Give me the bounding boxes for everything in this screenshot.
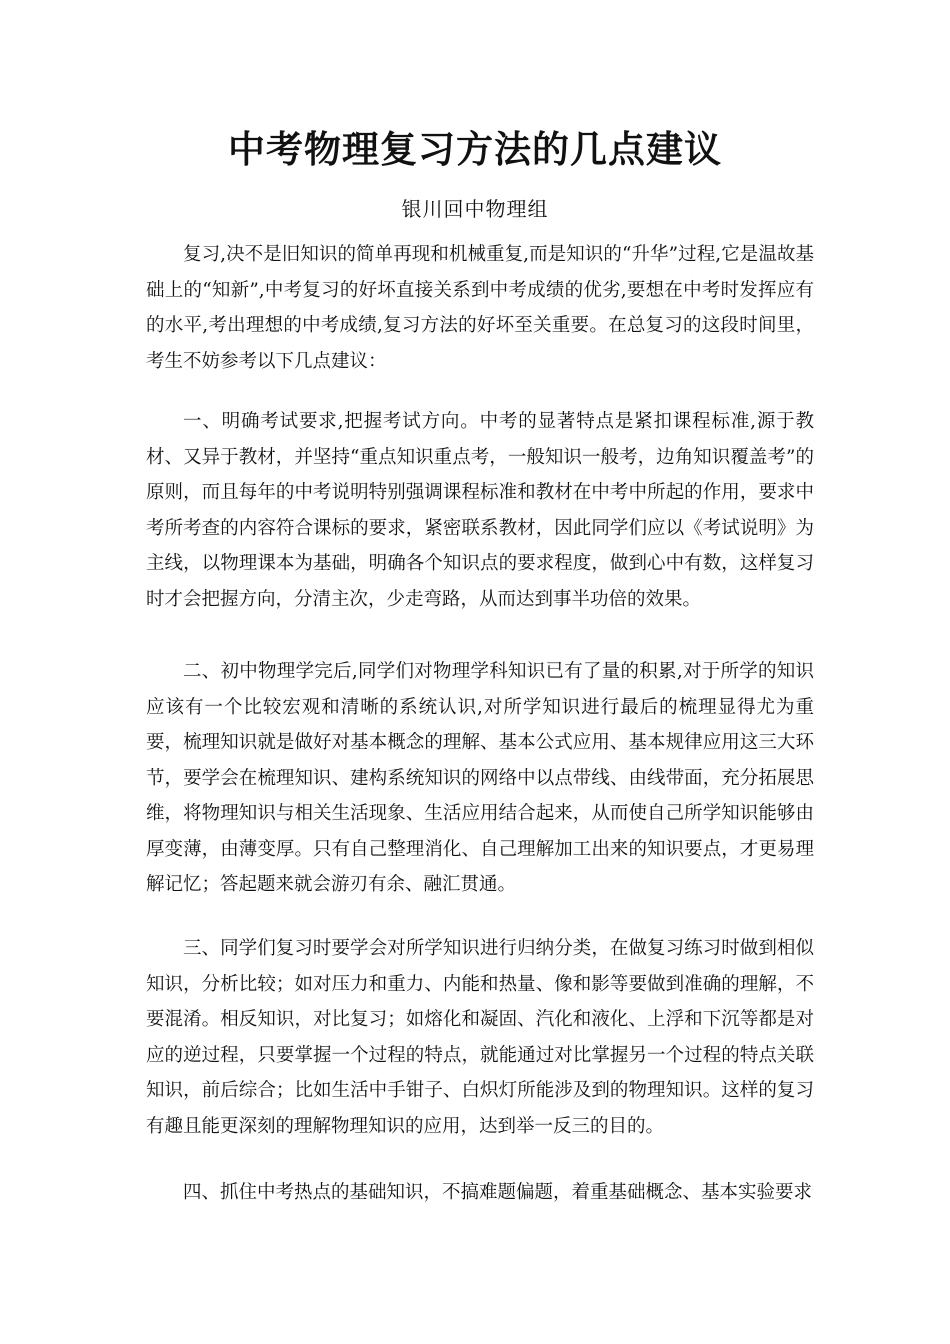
paragraph-intro: 复习,决不是旧知识的简单再现和机械重复,而是知识的“升华”过程,它是温故基础上的“知新”,中考复习的好坏直接关系到中考成绩的优劣,要想在中考时发挥应有的水平,考出理想的中考成绩,复习方法的好坏至关重要。在总复习的这段时间里，考生不妨参考以下几点建议： [146, 244, 814, 372]
document-title: 中考物理复习方法的几点建议 [228, 127, 722, 171]
paragraph-3: 三、同学们复习时要学会对所学知识进行归纳分类，在做复习练习时做到相似知识，分析比较；如对压力和重力、内能和热量、像和影等要做到准确的理解，不要混淆。相反知识，对比复习；如熔化和凝固、汽化和液化、上浮和下沉等都是对应的逆过程，只要掌握一个过程的特点，就能通过对比掌握另一个过程的特点关联知识，前后综合；比如生活中手钳子、白炽灯所能涉及到的物理知识。这样的复习有趣且能更深刻的理解物理知识的应用，达到举一反三的目的。 [146, 938, 814, 1137]
paragraph-1: 一、明确考试要求,把握考试方向。中考的显著特点是紧扣课程标准,源于教材、又异于教材，并坚持“重点知识重点考，一般知识一般考，边角知识覆盖考”的原则，而且每年的中考说明特别强调课程标准和教材在中考中所起的作用，要求中考所考查的内容符合课标的要求，紧密联系教材，因此同学们应以《考试说明》为主线，以物理课本为基础，明确各个知识点的要求程度，做到心中有数，这样复习时才会把握方向，分清主次，少走弯路，从而达到事半功倍的效果。 [146, 411, 814, 610]
paragraph-2: 二、初中物理学完后,同学们对物理学科知识已有了量的积累,对于所学的知识应该有一个比较宏观和清晰的系统认识,对所学知识进行最后的梳理显得尤为重要，梳理知识就是做好对基本概念的理解、基本公式应用、基本规律应用这三大环节，要学会在梳理知识、建构系统知识的网络中以点带线、由线带面，充分拓展思维，将物理知识与相关生活现象、生活应用结合起来，从而使自己所学知识能够由厚变薄，由薄变厚。只有自己整理消化、自己理解加工出来的知识要点，才更易理解记忆；答起题来就会游刃有余、融汇贯通。 [146, 661, 814, 895]
paragraph-4: 四、抓住中考热点的基础知识，不搞难题偏题，着重基础概念、基本实验要求 [183, 1182, 813, 1203]
document-author: 银川回中物理组 [401, 197, 549, 221]
